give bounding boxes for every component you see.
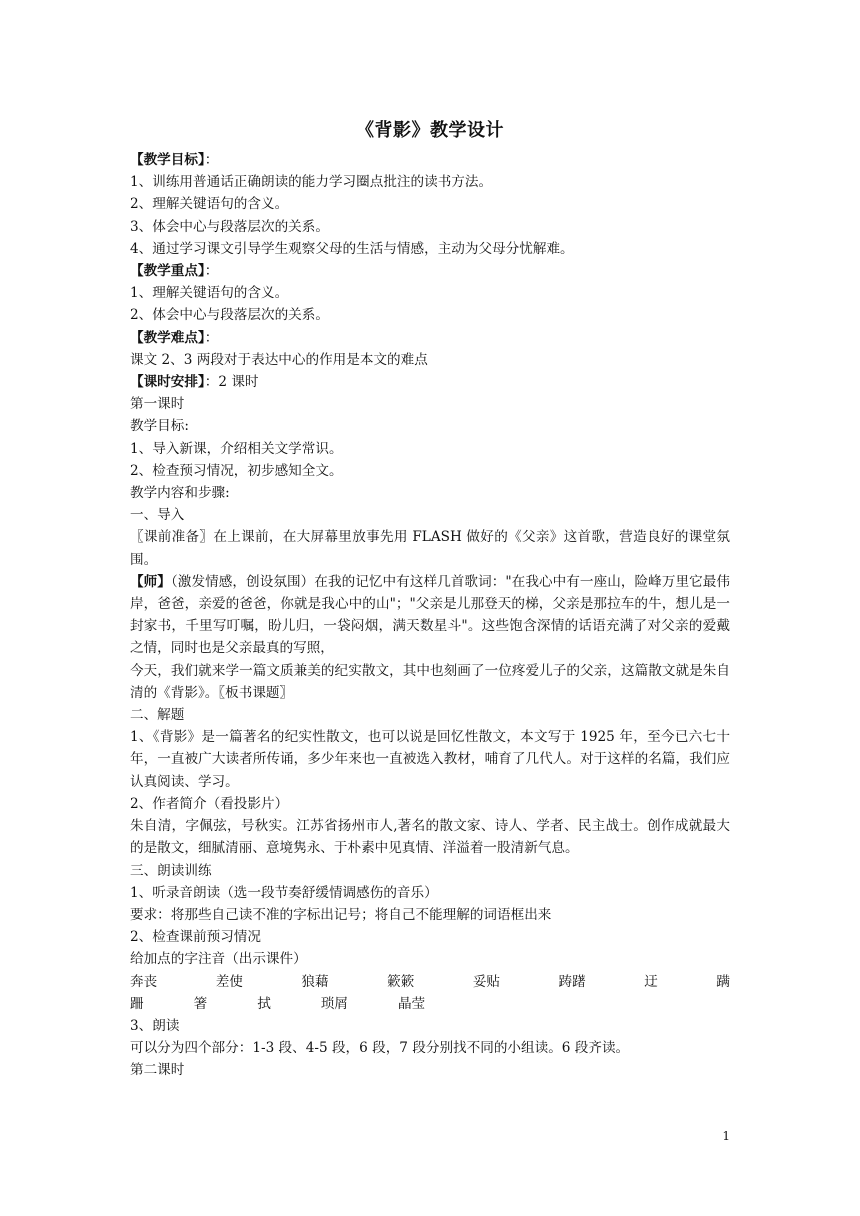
today-paragraph: 今天，我们就来学一篇文质兼美的纪实散文，其中也刻画了一位疼爱儿子的父亲，这篇散文就是朱自清的《背影》。〖板书课题〗: [130, 662, 730, 701]
focus-item: 2、体会中心与段落层次的关系。: [130, 307, 329, 324]
author-paragraph: 朱自清，字佩弦，号秋实。江苏省扬州市人,著名的散文家、诗人、学者、民主战士。创作成就最大的是散文，细腻清丽、意境隽永、于朴素中见真情、洋溢着一股清新气息。: [130, 818, 730, 857]
lesson1-goal-item: 2、检查预习情况，初步感知全文。: [130, 462, 343, 479]
difficulty-colon: ：: [204, 329, 219, 346]
goal-item: 2、理解关键语句的含义。: [130, 196, 289, 213]
phonetic-word: 簌簌: [387, 973, 415, 990]
schedule-text: ：2 课时: [204, 374, 259, 391]
focus-heading: 【教学重点】: [130, 263, 205, 280]
teacher-tag: 【师】: [130, 573, 171, 590]
read-text: 可以分为四个部分：1-3 段、4-5 段，6 段，7 段分别找不同的小组读。6 段齐读。: [130, 1040, 630, 1057]
reading-heading: 三、朗读训练: [130, 862, 212, 879]
document-body: [130, 149, 730, 1082]
phonetic-word: 妥贴: [472, 973, 500, 990]
phonetic-word: 蹒: [716, 973, 730, 990]
phonetic-label: 给加点的字注音（出示课件）: [130, 951, 307, 968]
intro-heading: 一、导入: [130, 507, 185, 524]
schedule-line: [130, 371, 730, 393]
phonetic-word: 狼藉: [301, 973, 329, 990]
lesson1-goals-label: 教学目标:: [130, 418, 189, 435]
goals-colon: ：: [204, 152, 219, 168]
phonetic-word: 箸: [193, 995, 208, 1012]
document-title: 《背影》教学设计: [356, 120, 504, 141]
teacher-paragraph: [130, 571, 730, 660]
phonetic-word: 晶莹: [397, 995, 426, 1012]
content-label: 教学内容和步骤:: [130, 485, 230, 502]
focus-item: 1、理解关键语句的含义。: [130, 285, 289, 302]
goal-item: 1、训练用普通话正确朗读的能力学习圈点批注的读书方法。: [130, 174, 493, 191]
prep-paragraph: 〖课前准备〗在上课前，在大屏幕里放事先用 FLASH 做好的《父亲》这首歌，营造良好的课堂氛围。: [130, 529, 730, 568]
lesson1-goal-item: 1、导入新课，介绍相关文学常识。: [130, 440, 343, 457]
reading-item: 1、听录音朗读（选一段节奏舒缓情调感伤的音乐）: [130, 884, 438, 901]
goals-heading-line: [130, 149, 730, 171]
teacher-text: （激发情感，创设氛围）在我的记忆中有这样几首歌词："在我心中有一座山，险峰万里它最伟岸，爸爸，亲爱的爸爸，你就是我心中的山"；"父亲是儿那登天的梯，父亲是那拉车的牛，想儿是一封家书，千里写叮嘱，盼儿归，一袋闷烟，满天数星斗"。这些饱含深情的话语充满了对父亲的爱戴之情，同时也是父亲最真的写照，: [130, 573, 731, 657]
schedule-heading: 【课时安排】: [130, 374, 205, 391]
phonetic-word: 跚: [130, 995, 144, 1012]
page-number: 1: [722, 1129, 730, 1143]
phonetic-word: 迂: [644, 973, 658, 990]
lesson2-heading: 第二课时: [130, 1062, 185, 1079]
difficulty-heading-line: [130, 327, 730, 349]
phonetic-row-2: [130, 993, 730, 1015]
explain-paragraph: 1、《背影》是一篇著名的纪实性散文，也可以说是回忆性散文，本文写于 1925 年，至今已六七十年，一直被广大读者所传诵，多少年来也一直被选入教材，哺育了几代人。对于这样的名篇，我们应认真阅读、学习。: [130, 729, 730, 790]
read-heading: 3、朗读: [130, 1017, 180, 1034]
phonetic-word: 拭: [257, 995, 271, 1012]
explain-heading: 二、解题: [130, 707, 185, 724]
difficulty-text: 课文 2、3 两段对于表达中心的作用是本文的难点: [130, 351, 428, 368]
requirement-text: 要求：将那些自己读不准的字标出记号；将自己不能理解的词语框出来: [130, 906, 552, 923]
goal-item: 4、通过学习课文引导学生观察父母的生活与情感，主动为父母分忧解难。: [130, 240, 574, 257]
phonetic-word: 踌躇: [558, 973, 586, 990]
focus-heading-line: [130, 260, 730, 282]
goals-heading: 【教学目标】: [130, 152, 205, 168]
author-heading: 2、作者简介（看投影片）: [130, 795, 289, 812]
goal-item: 3、体会中心与段落层次的关系。: [130, 218, 329, 235]
lesson1-heading: 第一课时: [130, 396, 185, 413]
difficulty-heading: 【教学难点】: [130, 329, 205, 346]
phonetic-word: 差使: [215, 973, 243, 990]
focus-colon: ：: [204, 263, 219, 280]
phonetic-row-1: [130, 971, 730, 993]
check-item: 2、检查课前预习情况: [130, 929, 261, 946]
phonetic-word: 琐屑: [320, 995, 348, 1012]
phonetic-word: 奔丧: [130, 973, 158, 990]
